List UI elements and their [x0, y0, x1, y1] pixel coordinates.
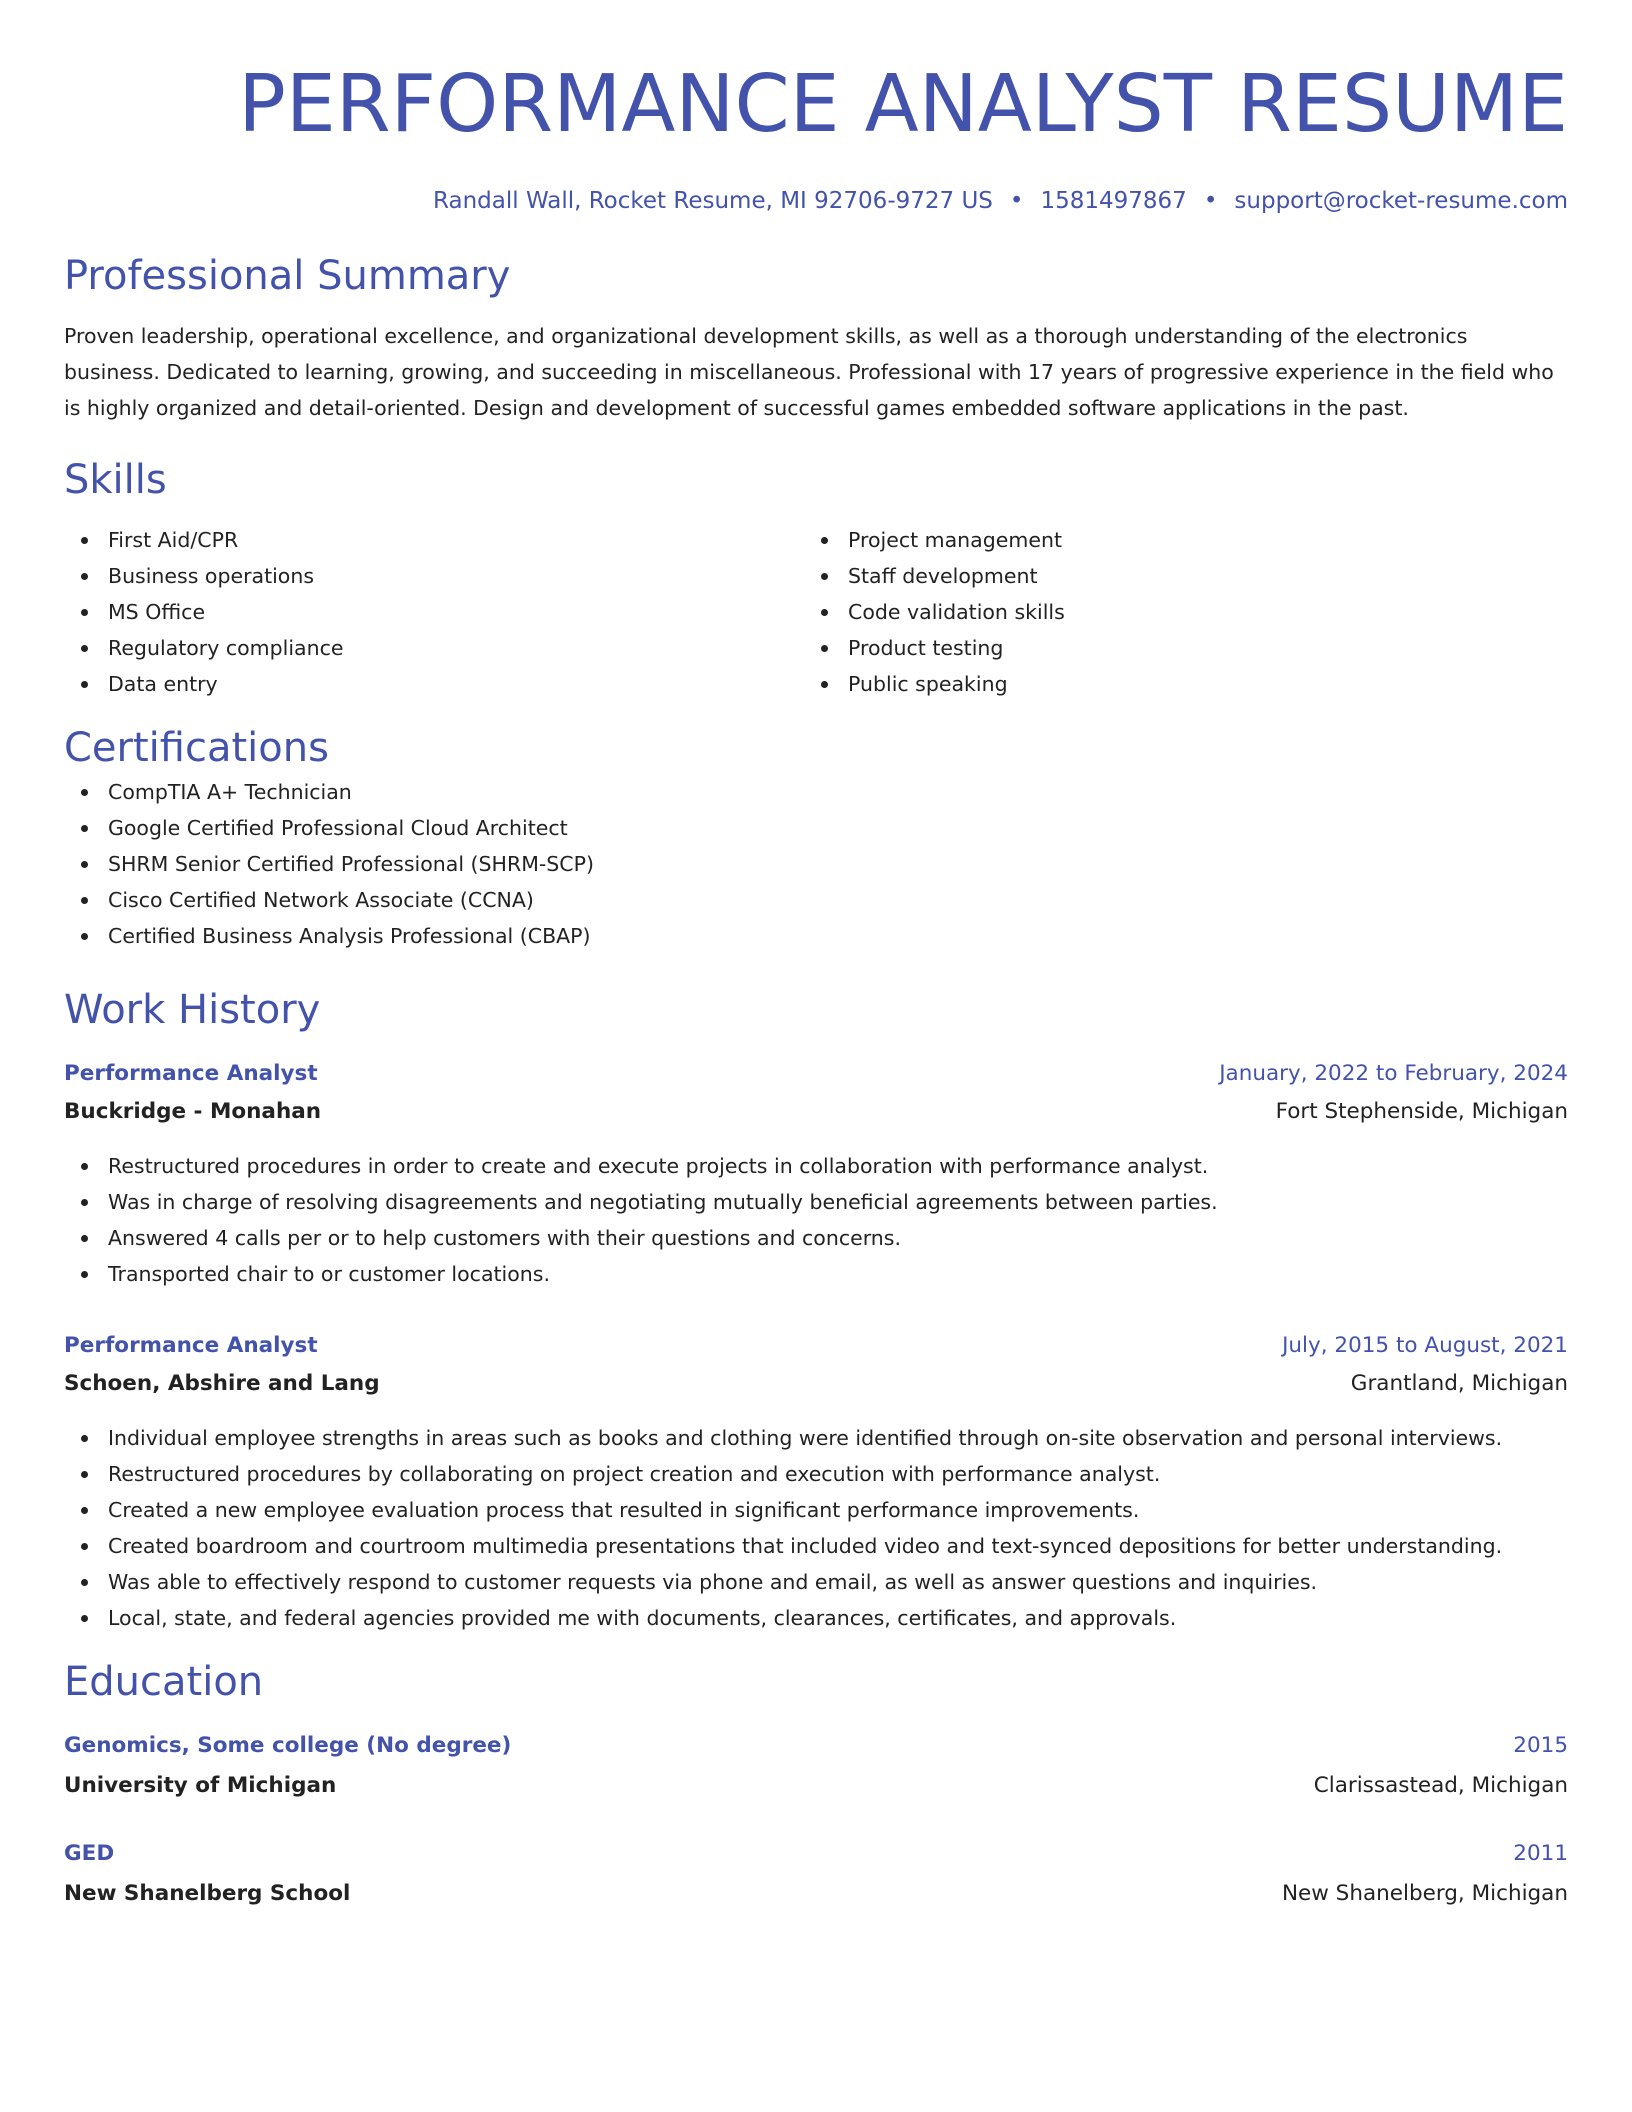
- job-title-row: [64, 1058, 1568, 1090]
- job-title: Performance Analyst: [64, 1061, 318, 1086]
- skills-list-right: [804, 522, 1544, 702]
- education-entry: [64, 1730, 1568, 1802]
- certification-item: SHRM Senior Certified Professional (SHRM-SCP): [64, 846, 1568, 882]
- job-company-row: [64, 1096, 1568, 1128]
- certifications-list: [64, 774, 1568, 954]
- resume-title: PERFORMANCE ANALYST RESUME: [238, 58, 1568, 150]
- education-degree-row: [64, 1838, 1568, 1870]
- contact-phone: 1581497867: [1040, 188, 1187, 214]
- skill-item: Project management: [804, 522, 1544, 558]
- education-location: New Shanelberg, Michigan: [1281, 1881, 1568, 1906]
- certification-item: Google Certified Professional Cloud Architect: [64, 810, 1568, 846]
- job-duty: Restructured procedures by collaborating on project creation and execution with performance analyst.: [64, 1456, 1568, 1492]
- job-entry: [64, 1330, 1568, 1636]
- skill-item: Business operations: [64, 558, 804, 594]
- job-dates: July, 2015 to August, 2021: [1282, 1333, 1568, 1358]
- work-history-heading: Work History: [64, 987, 321, 1033]
- job-duty: Answered 4 calls per or to help customers with their questions and concerns.: [64, 1220, 1568, 1256]
- job-company: Buckridge - Monahan: [64, 1099, 322, 1124]
- skill-item: Public speaking: [804, 666, 1544, 702]
- skills-heading: Skills: [64, 457, 167, 503]
- job-dates: January, 2022 to February, 2024: [1219, 1061, 1568, 1086]
- education-year: 2011: [1513, 1841, 1568, 1866]
- job-location: Grantland, Michigan: [1350, 1371, 1568, 1396]
- contact-separator: •: [1009, 188, 1024, 214]
- education-school: New Shanelberg School: [64, 1881, 351, 1906]
- skill-item: Code validation skills: [804, 594, 1544, 630]
- education-location: Clarissastead, Michigan: [1313, 1773, 1568, 1798]
- job-duty: Restructured procedures in order to create and execute projects in collaboration with performance analyst.: [64, 1148, 1568, 1184]
- summary-text: Proven leadership, operational excellence, and organizational development skills, as well as a thorough understanding of the electronics business. Dedicated to learning, growing, and succeeding in miscellaneous. Professional with 17 years of progressive experience in the field who is highly organized and detail-oriented. Design and development of successful games embedded software applications in the past.: [64, 324, 1554, 420]
- education-school-row: [64, 1770, 1568, 1802]
- skill-item: Regulatory compliance: [64, 630, 804, 666]
- job-company: Schoen, Abshire and Lang: [64, 1371, 380, 1396]
- job-title-row: [64, 1330, 1568, 1362]
- job-entry: [64, 1058, 1568, 1292]
- skill-item: First Aid/CPR: [64, 522, 804, 558]
- job-duty: Individual employee strengths in areas such as books and clothing were identified through on-site observation and personal interviews.: [64, 1420, 1568, 1456]
- certification-item: CompTIA A+ Technician: [64, 774, 1568, 810]
- job-duty: Local, state, and federal agencies provided me with documents, clearances, certificates, and approvals.: [64, 1600, 1568, 1636]
- certification-item: Cisco Certified Network Associate (CCNA): [64, 882, 1568, 918]
- job-duty: Was in charge of resolving disagreements and negotiating mutually beneficial agreements between parties.: [64, 1184, 1568, 1220]
- job-duties-list: [64, 1420, 1568, 1636]
- certification-item: Certified Business Analysis Professional (CBAP): [64, 918, 1568, 954]
- job-duty: Transported chair to or customer locations.: [64, 1256, 1568, 1292]
- skill-item: Product testing: [804, 630, 1544, 666]
- education-entry: [64, 1838, 1568, 1910]
- education-school-row: [64, 1878, 1568, 1910]
- skill-item: Staff development: [804, 558, 1544, 594]
- certifications-heading: Certifications: [64, 725, 329, 771]
- education-school: University of Michigan: [64, 1773, 337, 1798]
- contact-address: Randall Wall, Rocket Resume, MI 92706-9727 US: [433, 188, 993, 214]
- job-company-row: [64, 1368, 1568, 1400]
- contact-email: support@rocket-resume.com: [1234, 188, 1568, 214]
- summary-heading: Professional Summary: [64, 253, 511, 299]
- job-location: Fort Stephenside, Michigan: [1275, 1099, 1568, 1124]
- job-title: Performance Analyst: [64, 1333, 318, 1358]
- skill-item: Data entry: [64, 666, 804, 702]
- education-heading: Education: [64, 1659, 264, 1705]
- skills-grid: [64, 522, 1568, 702]
- skills-list-left: [64, 522, 804, 702]
- job-duty: Created a new employee evaluation process that resulted in significant performance improvements.: [64, 1492, 1568, 1528]
- education-degree: Genomics, Some college (No degree): [64, 1733, 512, 1758]
- skill-item: MS Office: [64, 594, 804, 630]
- contact-line: [64, 186, 1568, 216]
- job-duties-list: [64, 1148, 1568, 1292]
- education-year: 2015: [1513, 1733, 1568, 1758]
- job-duty: Was able to effectively respond to customer requests via phone and email, as well as answer questions and inquiries.: [64, 1564, 1568, 1600]
- job-duty: Created boardroom and courtroom multimedia presentations that included video and text-synced depositions for better understanding.: [64, 1528, 1568, 1564]
- education-degree-row: [64, 1730, 1568, 1762]
- education-degree: GED: [64, 1841, 115, 1866]
- contact-separator: •: [1203, 188, 1218, 214]
